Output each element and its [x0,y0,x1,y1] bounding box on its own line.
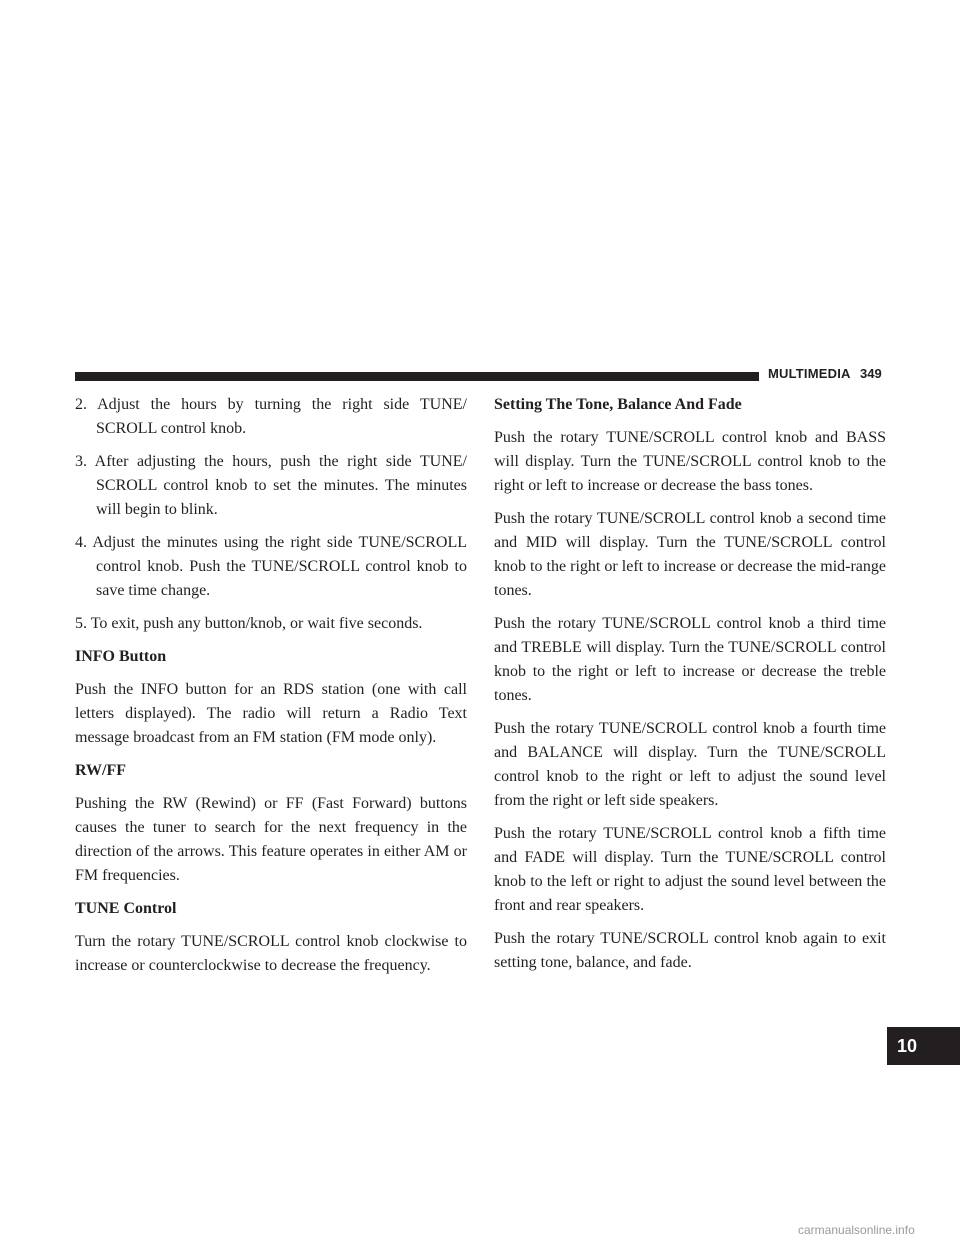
step-3: 3. After adjusting the hours, push the right side TUNE/ SCROLL control knob to set the minutes. The minutes will begin to blink. [75,453,467,518]
step-4: 4. Adjust the minutes using the right side TUNE/SCROLL control knob. Push the TUNE/SCROLL control knob to save time change. [75,534,467,599]
left-column [75,393,467,987]
right-column [494,393,886,984]
tone-balance-fade-heading: Setting The Tone, Balance And Fade [494,396,742,413]
page-number: 349 [860,366,882,381]
info-button-heading: INFO Button [75,648,167,665]
fade-paragraph: Push the rotary TUNE/SCROLL control knob a fifth time and FADE will display. Turn the TUNE/SCROLL control knob to the left or right to adjust the sound level between the front and rear speakers. [494,825,886,914]
rwff-heading: RW/FF [75,762,126,779]
rwff-text: Pushing the RW (Rewind) or FF (Fast Forward) buttons causes the tuner to search for the next frequency in the direction of the arrows. This feature operates in either AM or FM frequencies. [75,795,467,884]
exit-paragraph: Push the rotary TUNE/SCROLL control knob again to exit setting tone, balance, and fade. [494,930,886,971]
mid-paragraph: Push the rotary TUNE/SCROLL control knob a second time and MID will display. Turn the TUNE/SCROLL control knob to the right or left to increase or decrease the mid-range tones. [494,510,886,599]
tune-control-heading: TUNE Control [75,900,177,917]
tune-control-text: Turn the rotary TUNE/SCROLL control knob clockwise to increase or counterclockwise to decrease the frequency. [75,933,467,974]
step-5: 5. To exit, push any button/knob, or wait five seconds. [75,615,423,632]
step-2: 2. Adjust the hours by turning the right side TUNE/ SCROLL control knob. [75,396,467,437]
chapter-tab: 10 [887,1027,960,1065]
header-rule [75,372,759,381]
balance-paragraph: Push the rotary TUNE/SCROLL control knob a fourth time and BALANCE will display. Turn the TUNE/SCROLL control knob to the right or left to adjust the sound level from the right or left side speakers. [494,720,886,809]
watermark: carmanualsonline.info [798,1223,915,1237]
section-title: MULTIMEDIA [768,366,851,381]
treble-paragraph: Push the rotary TUNE/SCROLL control knob a third time and TREBLE will display. Turn the TUNE/SCROLL control knob to the right or left to increase or decrease the treble tones. [494,615,886,704]
info-button-text: Push the INFO button for an RDS station (one with call letters displayed). The radio will return a Radio Text message broadcast from an FM station (FM mode only). [75,681,467,746]
bass-paragraph: Push the rotary TUNE/SCROLL control knob and BASS will display. Turn the TUNE/SCROLL control knob to the right or left to increase or decrease the bass tones. [494,429,886,494]
running-header [768,366,898,386]
